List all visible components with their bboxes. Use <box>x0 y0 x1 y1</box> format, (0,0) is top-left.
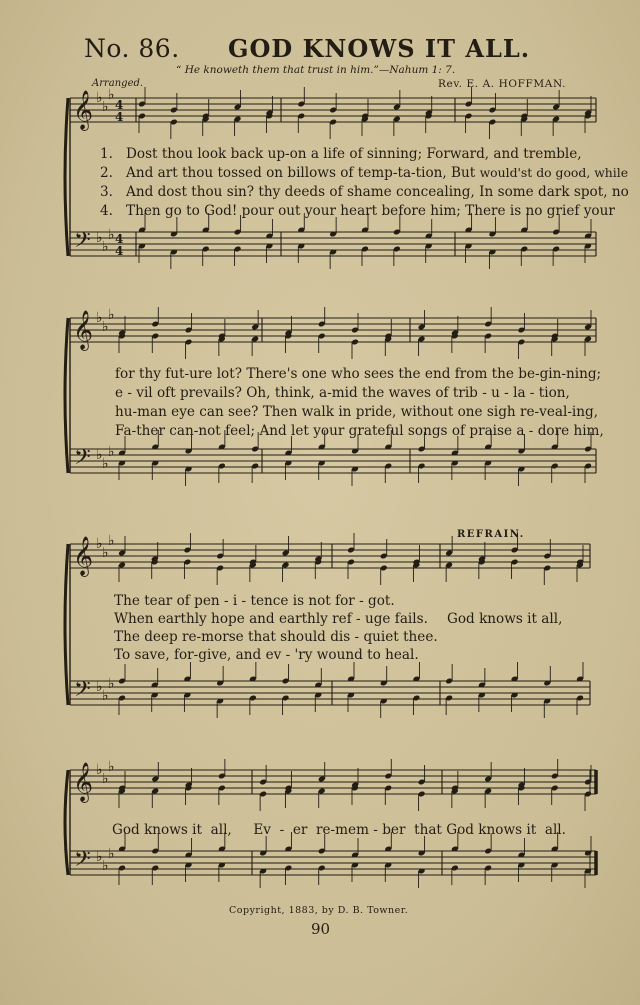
bass-clef: 𝄢 <box>74 445 91 475</box>
time-signature: 4 <box>115 232 124 246</box>
bass-clef: 𝄢 <box>74 847 91 877</box>
verse-text: And dost thou sin? thy deeds of shame concealing, In some dark spot, no <box>126 184 629 200</box>
flat-sign: ♭ <box>108 533 115 549</box>
treble-clef: 𝄞 <box>73 310 94 350</box>
flat-sign: ♭ <box>102 456 109 472</box>
refrain-text: God knows it all, <box>447 611 563 627</box>
verse-number: 3. <box>100 184 113 200</box>
verse-number: 4. <box>100 203 113 219</box>
verse-line-1 <box>100 146 582 162</box>
flat-sign: ♭ <box>108 676 115 692</box>
verse-line-4: Fa-ther can-not feel; And let your grateful songs of praise a - dore him, <box>115 423 604 439</box>
treble-clef: 𝄞 <box>73 536 94 576</box>
flat-sign: ♭ <box>108 307 115 323</box>
time-signature: 4 <box>115 110 124 124</box>
verse-line-4 <box>100 203 615 219</box>
verse-number: 2. <box>100 165 113 181</box>
scripture-epigraph: “ He knoweth them that trust in him.”—Nahum 1: 7. <box>176 64 456 76</box>
verse-line-4: To save, for-give, and ev - 'ry wound to heal. <box>114 647 419 663</box>
flat-sign: ♭ <box>96 679 103 695</box>
verse-text: And art thou tossed on billows of temp-ta-tion, But <box>126 165 476 181</box>
flat-sign: ♭ <box>102 771 109 787</box>
flat-sign: ♭ <box>102 319 109 335</box>
flat-sign: ♭ <box>96 849 103 865</box>
flat-sign: ♭ <box>108 846 115 862</box>
verse-line-3 <box>100 184 629 200</box>
flat-sign: ♭ <box>102 239 109 255</box>
verse-line-2 <box>100 165 628 181</box>
author-credit: Rev. E. A. HOFFMAN. <box>438 78 567 90</box>
verse-text-small: would'st do good, while <box>479 165 629 180</box>
bass-clef: 𝄢 <box>74 677 91 707</box>
refrain-line: God knows it all, Ev - er re-mem - ber that God knows it all. <box>112 822 566 838</box>
verse-text: Dost thou look back up-on a life of sinning; Forward, and tremble, <box>126 146 582 162</box>
flat-sign: ♭ <box>96 310 103 326</box>
flat-sign: ♭ <box>108 444 115 460</box>
refrain-label: REFRAIN. <box>457 529 525 540</box>
system-brace <box>65 318 68 473</box>
copyright-notice: Copyright, 1883, by D. B. Towner. <box>229 905 409 916</box>
time-signature: 4 <box>115 244 124 258</box>
flat-sign: ♭ <box>102 99 109 115</box>
flat-sign: ♭ <box>96 536 103 552</box>
flat-sign: ♭ <box>102 858 109 874</box>
time-signature: 4 <box>115 98 124 112</box>
verse-line-2: When earthly hope and earthly ref - uge fails. <box>114 611 428 627</box>
treble-clef: 𝄞 <box>73 90 94 130</box>
hymn-number: No. 86. <box>84 34 180 63</box>
flat-sign: ♭ <box>96 447 103 463</box>
system-brace <box>65 544 68 705</box>
arranger-credit: Arranged. <box>92 78 144 89</box>
flat-sign: ♭ <box>108 227 115 243</box>
verse-line-1: for thy fut-ure lot? There's one who sees the end from the be-gin-ning; <box>115 366 602 382</box>
flat-sign: ♭ <box>96 90 103 106</box>
verse-line-1: The tear of pen - i - tence is not for - got. <box>114 593 395 609</box>
flat-sign: ♭ <box>102 545 109 561</box>
hymn-title: GOD KNOWS IT ALL. <box>228 34 531 63</box>
verse-text: Then go to God! pour out your heart before him; There is no grief your <box>126 203 615 219</box>
system-brace <box>65 770 68 875</box>
flat-sign: ♭ <box>108 87 115 103</box>
verse-number: 1. <box>100 146 113 162</box>
flat-sign: ♭ <box>102 688 109 704</box>
verse-line-3: hu-man eye can see? Then walk in pride, without one sigh re-veal-ing, <box>115 404 599 420</box>
flat-sign: ♭ <box>96 762 103 778</box>
verse-line-2: e - vil oft prevails? Oh, think, a-mid the waves of trib - u - la - tion, <box>115 385 570 401</box>
bass-clef: 𝄢 <box>74 228 91 258</box>
system-brace <box>65 98 68 256</box>
treble-clef: 𝄞 <box>73 762 94 802</box>
page-number: 90 <box>311 920 331 938</box>
flat-sign: ♭ <box>108 759 115 775</box>
flat-sign: ♭ <box>96 230 103 246</box>
verse-line-3: The deep re-morse that should dis - quiet thee. <box>114 629 438 645</box>
